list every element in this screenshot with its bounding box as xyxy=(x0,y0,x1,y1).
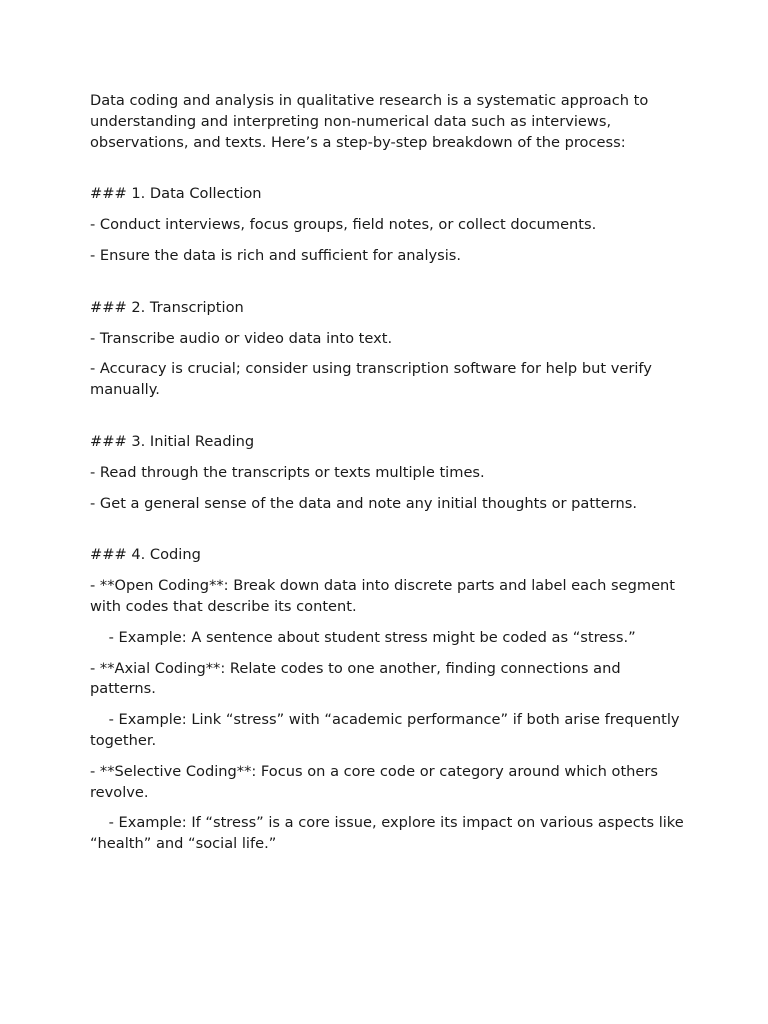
list-subitem-example: - Example: If “stress” is a core issue, explore its impact on various aspects like “health” and “social life.” xyxy=(90,814,689,853)
list-item: - Ensure the data is rich and sufficient for analysis. xyxy=(90,246,462,264)
section-heading-transcription: ### 2. Transcription xyxy=(90,298,244,316)
list-item: - Accuracy is crucial; consider using transcription software for help but verify manually. xyxy=(90,360,657,399)
list-item-axial-coding: - **Axial Coding**: Relate codes to one another, finding connections and patterns. xyxy=(90,659,626,698)
list-item: - Read through the transcripts or texts multiple times. xyxy=(90,463,485,481)
intro-paragraph: Data coding and analysis in qualitative research is a systematic approach to understanding and interpreting non-numerical data such as interviews, observations, and texts. Here’s a step-by-step breakdown of the process: xyxy=(90,92,653,151)
list-item-selective-coding: - **Selective Coding**: Focus on a core code or category around which others revolve. xyxy=(90,762,663,801)
document-page xyxy=(90,91,690,865)
list-item-open-coding: - **Open Coding**: Break down data into discrete parts and label each segment with codes that describe its content. xyxy=(90,577,680,615)
list-subitem-example: - Example: Link “stress” with “academic performance” if both arise frequently together. xyxy=(90,711,685,749)
list-item: - Conduct interviews, focus groups, field notes, or collect documents. xyxy=(90,216,597,234)
list-item: - Get a general sense of the data and note any initial thoughts or patterns. xyxy=(90,494,638,512)
list-subitem-example: - Example: A sentence about student stress might be coded as “stress.” xyxy=(90,628,636,646)
section-heading-coding: ### 4. Coding xyxy=(90,546,201,564)
section-heading-initial-reading: ### 3. Initial Reading xyxy=(90,432,255,450)
section-heading-data-collection: ### 1. Data Collection xyxy=(90,185,262,203)
list-item: - Transcribe audio or video data into text. xyxy=(90,329,393,347)
